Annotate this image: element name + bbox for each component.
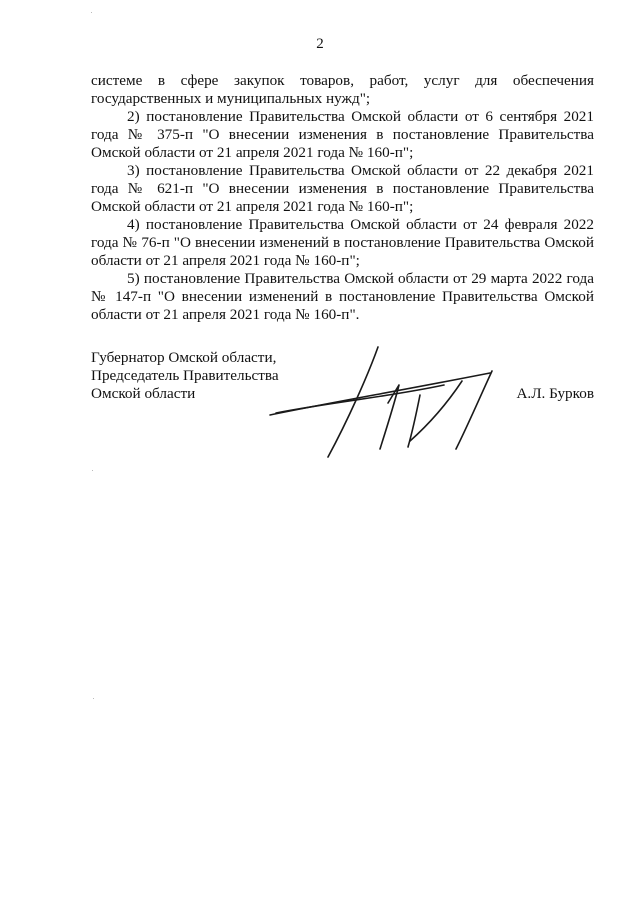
scan-speck	[93, 698, 94, 699]
scan-speck	[92, 470, 93, 471]
page-number: 2	[316, 36, 324, 52]
paragraph-item-5: 5) постановление Правительства Омской области от 29 марта 2022 года № 147-п "О внесении изменений в постановление Правительства Омской области от 21 апреля 2021 года № 160-п".	[91, 270, 594, 323]
paragraph-item-2: 2) постановление Правительства Омской области от 6 сентября 2021 года № 375-п "О внесении изменения в постановление Правительства Омской области от 21 апреля 2021 года № 160-п";	[91, 108, 594, 161]
signatory-title-line-2: Председатель Правительства	[91, 367, 279, 384]
document-body	[91, 72, 594, 324]
paragraph-item-3: 3) постановление Правительства Омской области от 22 декабря 2021 года № 621-п "О внесении изменения в постановление Правительства Омской области от 21 апреля 2021 года № 160-п";	[91, 162, 594, 215]
paragraph-continuation: системе в сфере закупок товаров, работ, услуг для обеспечения государственных и муниципальных нужд";	[91, 72, 594, 107]
signatory-title-line-1: Губернатор Омской области,	[91, 349, 277, 366]
scan-speck	[91, 12, 92, 13]
paragraph-item-4: 4) постановление Правительства Омской области от 24 февраля 2022 года № 76-п "О внесении изменений в постановление Правительства Омской области от 21 апреля 2021 года № 160-п";	[91, 216, 594, 269]
handwritten-signature	[268, 345, 498, 460]
signatory-title-line-3: Омской области	[91, 385, 196, 402]
signatory-name: А.Л. Бурков	[516, 385, 594, 402]
signatory-title	[91, 349, 279, 403]
